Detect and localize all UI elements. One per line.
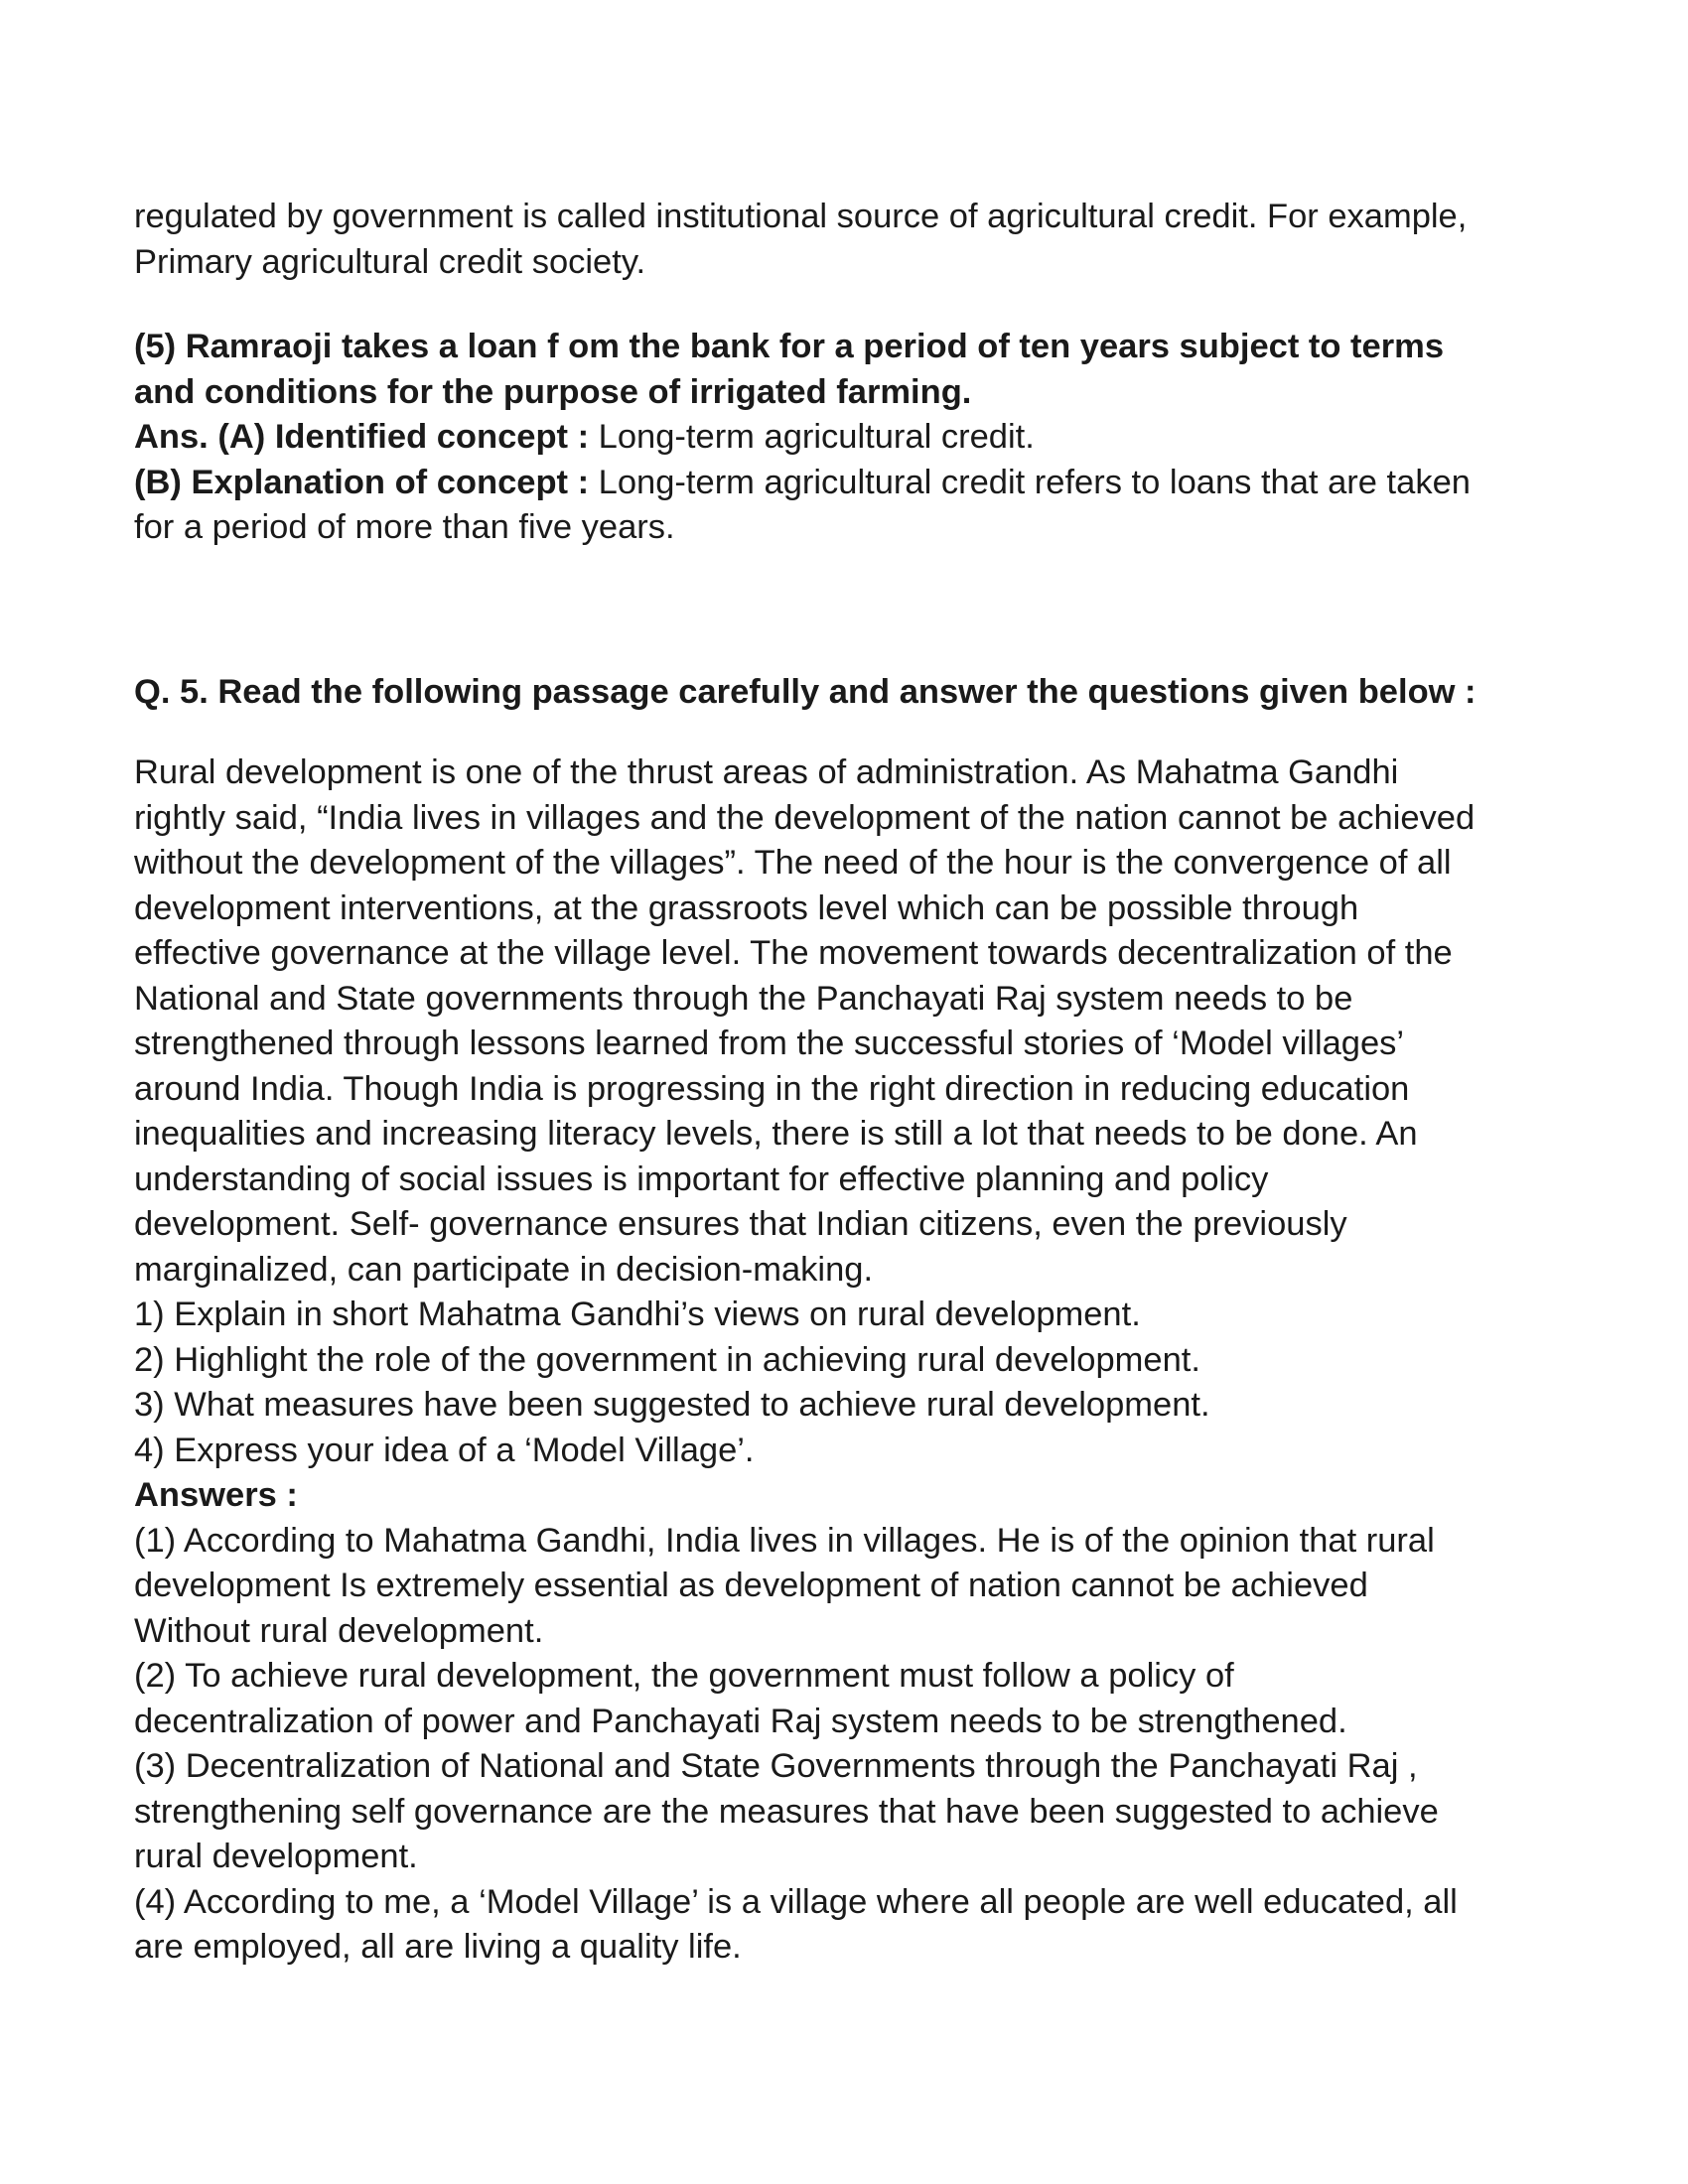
passage-question: 4) Express your idea of a ‘Model Village’.	[134, 1431, 755, 1469]
question-line: and conditions for the purpose of irrigated farming.	[134, 372, 972, 411]
passage-question: 3) What measures have been suggested to achieve rural development.	[134, 1386, 1210, 1424]
document-page	[134, 195, 1554, 1971]
intro-line: Primary agricultural credit society.	[134, 242, 646, 281]
answer-line: (1) According to Mahatma Gandhi, India lives in villages. He is of the opinion that rural	[134, 1521, 1435, 1560]
passage-question: 2) Highlight the role of the government in achieving rural development.	[134, 1340, 1200, 1379]
question-5-section	[134, 670, 1554, 1971]
answers-heading: Answers :	[134, 1476, 298, 1514]
intro-paragraph	[134, 195, 1554, 285]
answer-line: (3) Decentralization of National and State Governments through the Panchayati Raj ,	[134, 1747, 1418, 1785]
intro-line: regulated by government is called institutional source of agricultural credit. For example,	[134, 198, 1468, 235]
passage-line: strengthened through lessons learned from the successful stories of ‘Model villages’	[134, 1024, 1405, 1062]
explanation-continued: for a period of more than five years.	[134, 508, 675, 546]
answer-line: Without rural development.	[134, 1611, 544, 1650]
explanation-line	[134, 461, 1554, 506]
passage-line: rightly said, “India lives in villages and the development of the nation cannot be achieved	[134, 798, 1476, 837]
answer-line: are employed, all are living a quality life.	[134, 1928, 742, 1966]
answer-line: development Is extremely essential as development of nation cannot be achieved	[134, 1567, 1368, 1604]
passage-line: without the development of the villages”. The need of the hour is the convergence of all	[134, 844, 1452, 882]
explanation-label: (B) Explanation of concept :	[134, 463, 590, 501]
passage-line: National and State governments through the Panchayati Raj system needs to be	[134, 979, 1353, 1018]
explanation-text: Long-term agricultural credit refers to loans that are taken	[589, 463, 1471, 501]
answer-line: rural development.	[134, 1838, 418, 1875]
passage-line: around India. Though India is progressing in the right direction in reducing education	[134, 1069, 1410, 1108]
answers-list	[134, 1519, 1554, 1971]
passage-questions	[134, 1293, 1554, 1473]
answer-line: (4) According to me, a ‘Model Village’ is a village where all people are well educated, all	[134, 1882, 1458, 1921]
answer-line: strengthening self governance are the measures that have been suggested to achieve	[134, 1792, 1439, 1831]
passage-question: 1) Explain in short Mahatma Gandhi’s views on rural development.	[134, 1296, 1141, 1333]
question-item-5	[134, 325, 1554, 551]
passage-line: marginalized, can participate in decision-making.	[134, 1250, 874, 1289]
question-5-heading: Q. 5. Read the following passage carefully and answer the questions given below :	[134, 672, 1477, 711]
passage-line: Rural development is one of the thrust areas of administration. As Mahatma Gandhi	[134, 753, 1399, 791]
answer-line: (2) To achieve rural development, the government must follow a policy of	[134, 1657, 1234, 1695]
passage-line: inequalities and increasing literacy levels, there is still a lot that needs to be done. An	[134, 1115, 1418, 1153]
passage-line: development. Self- governance ensures that Indian citizens, even the previously	[134, 1205, 1347, 1243]
answer-label: Ans. (A) Identified concept :	[134, 418, 590, 456]
question-line: (5) Ramraoji takes a loan f om the bank for a period of ten years subject to terms	[134, 328, 1445, 365]
passage-line: effective governance at the village level. The movement towards decentralization of the	[134, 934, 1453, 972]
answer-text: Long-term agricultural credit.	[589, 418, 1035, 456]
answer-line: decentralization of power and Panchayati Raj system needs to be strengthened.	[134, 1702, 1347, 1740]
passage-line: development interventions, at the grassroots level which can be possible through	[134, 888, 1359, 927]
passage-line: understanding of social issues is important for effective planning and policy	[134, 1160, 1269, 1198]
passage	[134, 751, 1554, 1293]
answer-line	[134, 415, 1554, 461]
